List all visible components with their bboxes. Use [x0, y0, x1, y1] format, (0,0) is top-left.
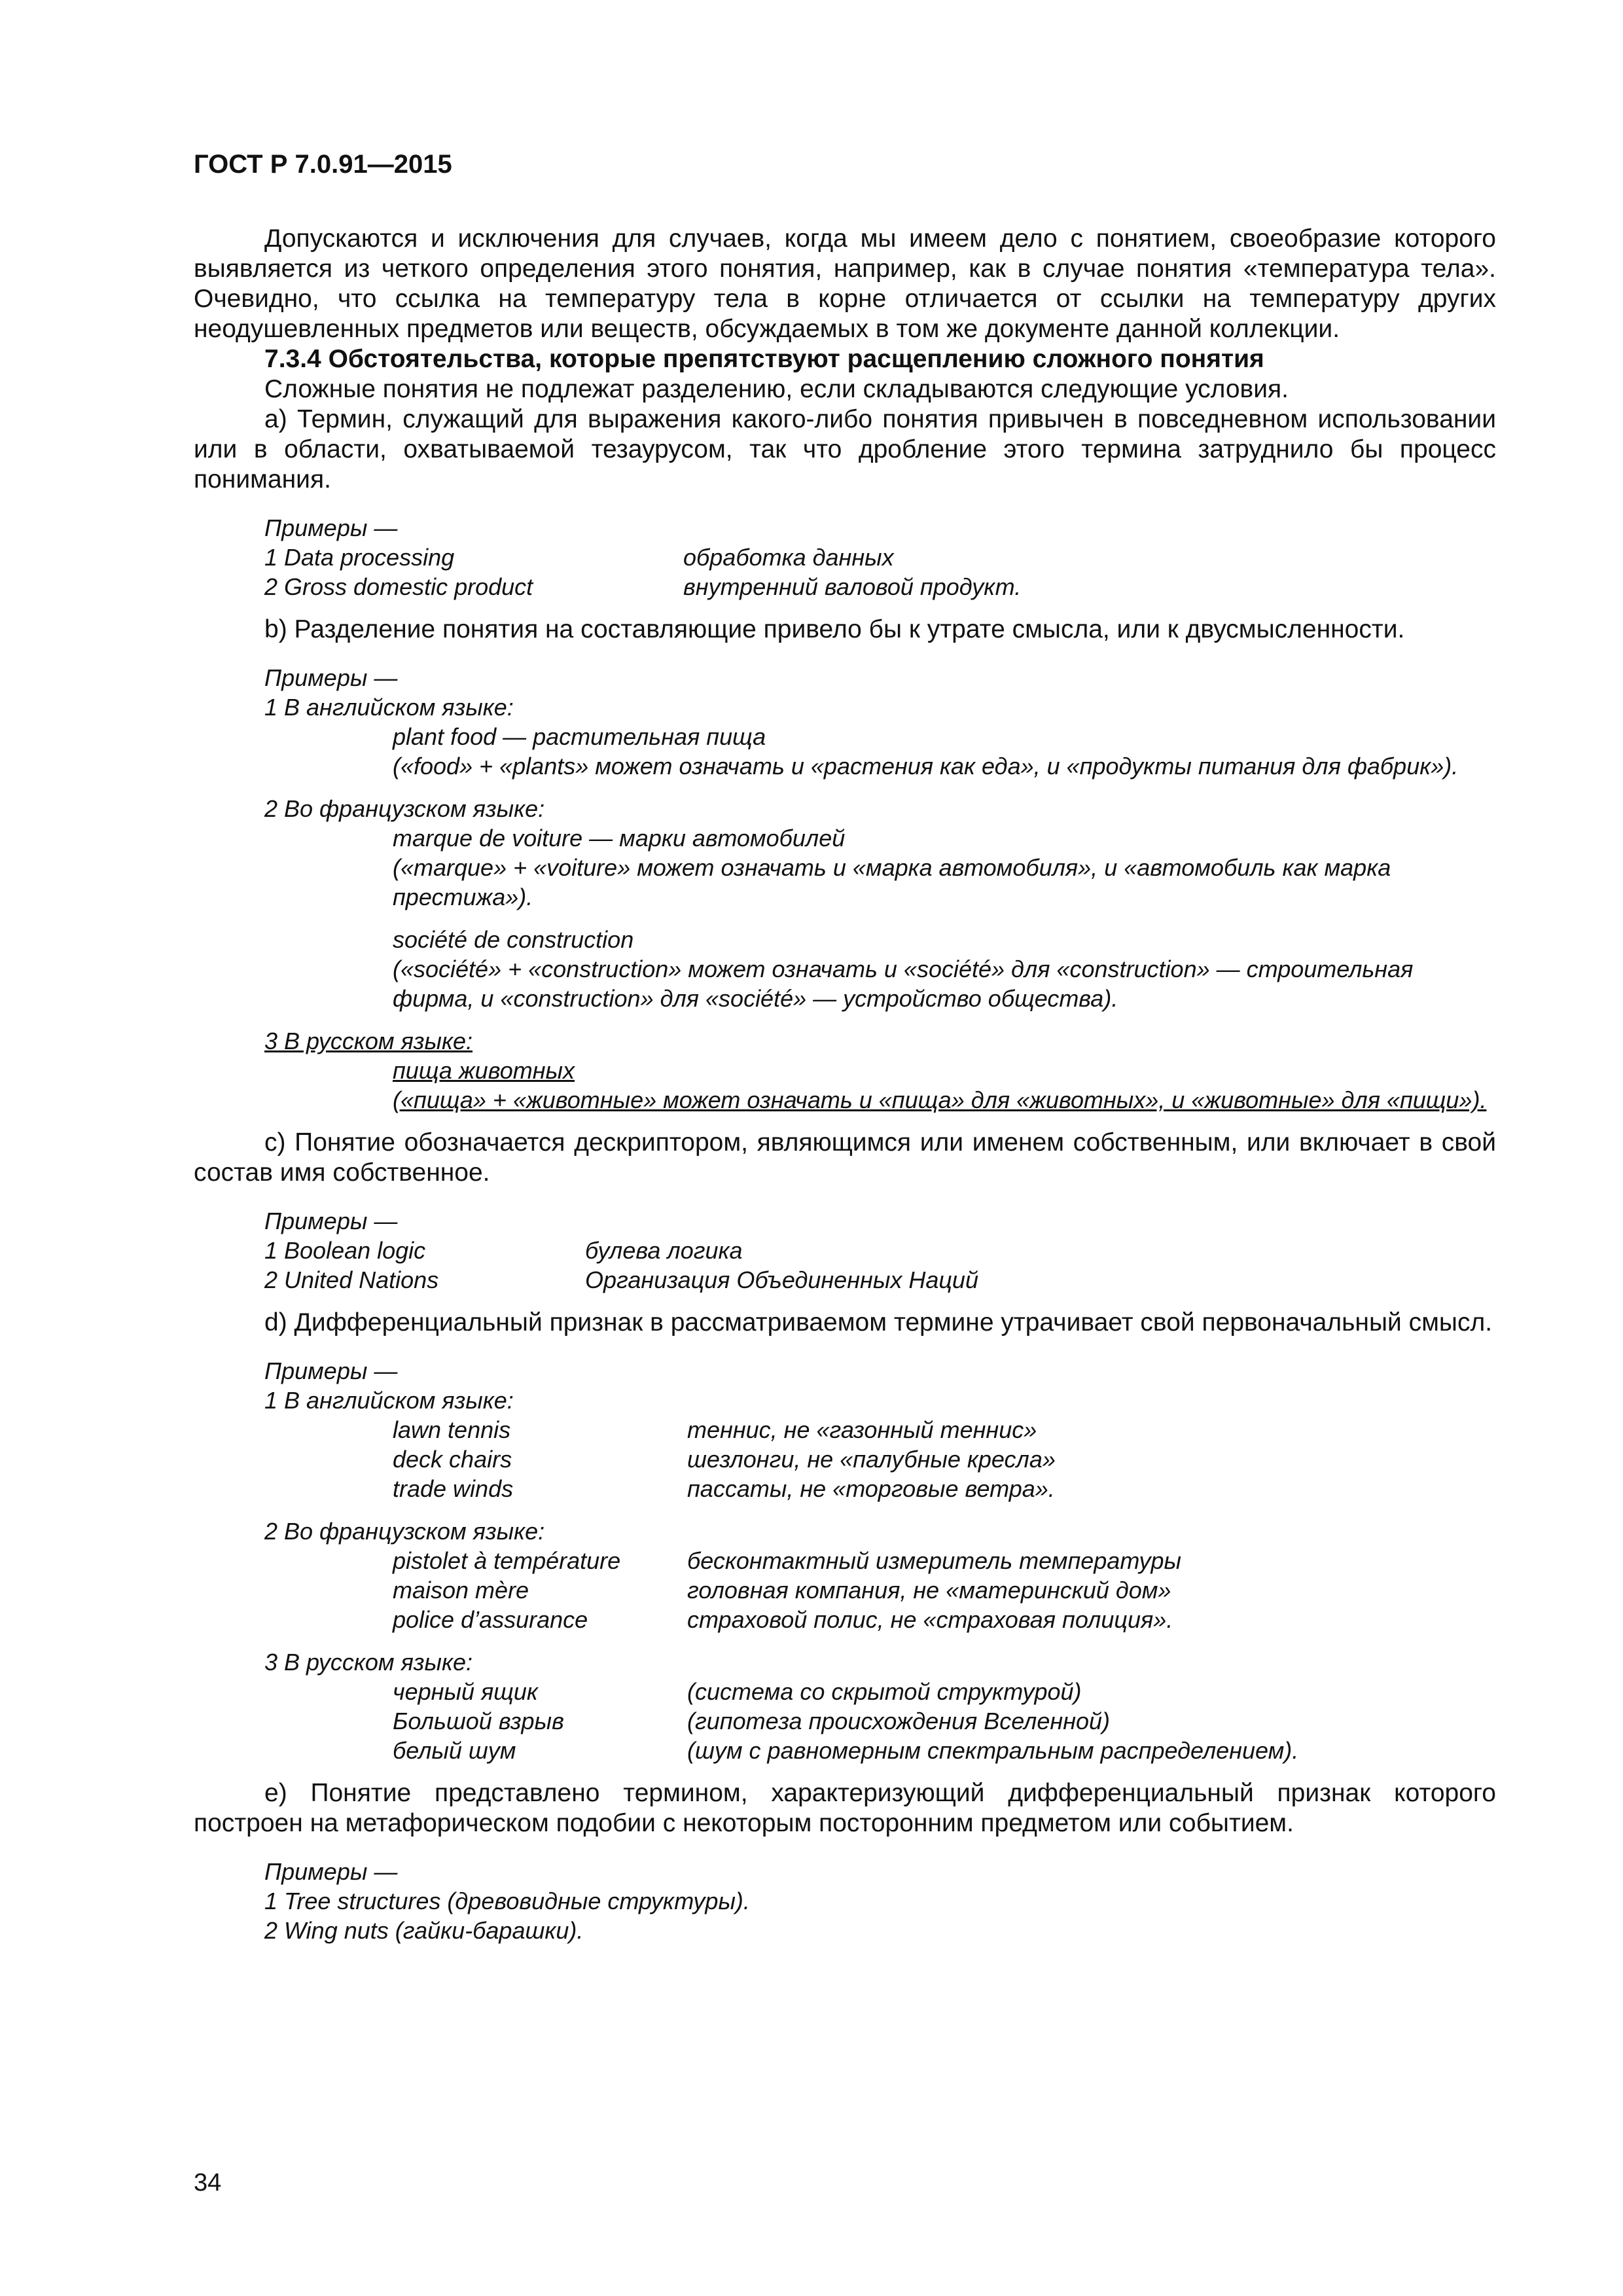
- example-term: 1 Data processing: [264, 544, 455, 571]
- item-e-examples: [194, 1857, 1496, 1945]
- example-meaning: булева логика: [585, 1237, 743, 1264]
- example-meaning: теннис, не «газонный теннис»: [687, 1416, 1037, 1443]
- example-row: [393, 1415, 1496, 1444]
- french-heading: 2 Во французском языке:: [264, 795, 545, 822]
- example-meaning: головная компания, не «материнский дом»: [687, 1577, 1171, 1604]
- example-line: («société» + «construction» может означать и «société» для «construction» — строительная фирма, и «construction» для «société» — устройство общества).: [393, 956, 1414, 1012]
- example-line: («marque» + «voiture» может означать и «марка автомобиля», и «автомобиль как марка престижа»).: [393, 854, 1391, 910]
- example-row: [393, 1677, 1496, 1706]
- page-number: 34: [194, 2169, 222, 2197]
- examples-label: Примеры —: [264, 1858, 398, 1885]
- example-meaning: (гипотеза происхождения Вселенной): [687, 1708, 1111, 1734]
- item-b-examples: [194, 663, 1496, 1115]
- item-b-text: b) Разделение понятия на составляющие привело бы к утрате смысла, или к двусмысленности.: [264, 615, 1405, 643]
- example-term: 2 Gross domestic product: [264, 573, 533, 600]
- examples-label: Примеры —: [264, 1208, 398, 1234]
- example-row: [393, 1546, 1496, 1575]
- example-term: 2 United Nations: [264, 1266, 439, 1293]
- section-title: 7.3.4 Обстоятельства, которые препятствуют расщеплению сложного понятия: [264, 345, 1264, 373]
- example-term: lawn tennis: [393, 1416, 511, 1443]
- page-content: [194, 224, 1496, 1945]
- french-rows: [264, 1546, 1496, 1634]
- example-row: [264, 1265, 1496, 1295]
- french-heading: 2 Во французском языке:: [264, 1518, 545, 1545]
- example-meaning: страховой полис, не «страховая полиция».: [687, 1606, 1173, 1633]
- examples-label: Примеры —: [264, 664, 398, 691]
- russian-heading: 3 В русском языке:: [264, 1649, 473, 1676]
- example-line: («food» + «plants» может означать и «растения как еда», и «продукты питания для фабрик»).: [393, 753, 1459, 780]
- example-term: 1 Boolean logic: [264, 1237, 426, 1264]
- example-meaning: (система со скрытой структурой): [687, 1678, 1082, 1705]
- item-d-examples: [194, 1356, 1496, 1765]
- example-meaning: внутренний валовой продукт.: [683, 573, 1022, 600]
- english-heading: 1 В английском языке:: [264, 1387, 514, 1414]
- example-row: [393, 1736, 1496, 1765]
- item-a-examples: [194, 513, 1496, 601]
- document-header: ГОСТ Р 7.0.91—2015: [194, 150, 452, 179]
- example-row: [393, 1474, 1496, 1503]
- example-line: («пища» + «животные» может означать и «пища» для «животных», и «животные» для «пищи»).: [393, 1086, 1487, 1113]
- example-meaning: бесконтактный измеритель температуры: [687, 1547, 1182, 1574]
- example-meaning: пассаты, не «торговые ветра».: [687, 1475, 1055, 1502]
- example-term: trade winds: [393, 1475, 514, 1502]
- french-example-1: [264, 823, 1496, 912]
- english-example: [264, 722, 1496, 781]
- example-term: maison mère: [393, 1577, 529, 1604]
- english-rows: [264, 1415, 1496, 1503]
- example-meaning: (шум с равномерным спектральным распределением).: [687, 1737, 1299, 1764]
- example-meaning: Организация Объединенных Наций: [585, 1266, 978, 1293]
- example-meaning: шезлонги, не «палубные кресла»: [687, 1446, 1056, 1473]
- example-line: marque de voiture — марки автомобилей: [393, 825, 846, 852]
- example-line: société de construction: [393, 926, 634, 953]
- examples-label: Примеры —: [264, 514, 398, 541]
- example-term: pistolet à température: [393, 1547, 621, 1574]
- item-a-text: а) Термин, служащий для выражения какого-либо понятия привычен в повседневном использовании или в области, охватываемой тезаурусом, так что дробление этого термина затруднило бы процесс понимания.: [194, 405, 1496, 493]
- item-c-examples: [194, 1206, 1496, 1295]
- example-term: Большой взрыв: [393, 1708, 564, 1734]
- example-line: 2 Wing nuts (гайки-барашки).: [264, 1917, 584, 1944]
- english-heading: 1 В английском языке:: [264, 694, 514, 721]
- item-c-text: с) Понятие обозначается дескриптором, являющимся или именем собственным, или включает в свой состав имя собственное.: [194, 1128, 1496, 1187]
- example-row: [393, 1444, 1496, 1474]
- example-term: черный ящик: [393, 1678, 538, 1705]
- russian-heading: 3 В русском языке:: [264, 1028, 473, 1054]
- examples-label: Примеры —: [264, 1357, 398, 1384]
- example-row: [264, 572, 1496, 601]
- example-row: [393, 1706, 1496, 1736]
- french-example-2: [264, 925, 1496, 1013]
- example-line: plant food — растительная пища: [393, 723, 766, 750]
- item-d-text: d) Дифференциальный признак в рассматриваемом термине утрачивает свой первоначальный смысл.: [264, 1308, 1493, 1336]
- example-row: [264, 1236, 1496, 1265]
- intro-paragraph: Допускаются и исключения для случаев, когда мы имеем дело с понятием, своеобразие которого выявляется из четкого определения этого понятия, например, как в случае понятия «температура тела». Очевидно, что ссылка на температуру тела в корне отличается от ссылки на температуру других неодушевленных предметов или веществ, обсуждаемых в том же документе данной коллекции.: [194, 224, 1496, 343]
- example-meaning: обработка данных: [683, 544, 894, 571]
- example-term: police d’assurance: [393, 1606, 588, 1633]
- russian-rows: [264, 1677, 1496, 1765]
- example-row: [393, 1575, 1496, 1605]
- example-row: [393, 1605, 1496, 1634]
- item-e-text: е) Понятие представлено термином, характеризующий дифференциальный признак которого построен на метафорическом подобии с некоторым посторонним предметом или событием.: [194, 1779, 1496, 1837]
- example-row: [264, 543, 1496, 572]
- example-term: белый шум: [393, 1737, 516, 1764]
- russian-example: [264, 1056, 1496, 1115]
- example-line: пища животных: [393, 1057, 575, 1084]
- section-lead: Сложные понятия не подлежат разделению, если складываются следующие условия.: [264, 375, 1289, 403]
- example-line: 1 Tree structures (древовидные структуры).: [264, 1888, 750, 1914]
- example-term: deck chairs: [393, 1446, 512, 1473]
